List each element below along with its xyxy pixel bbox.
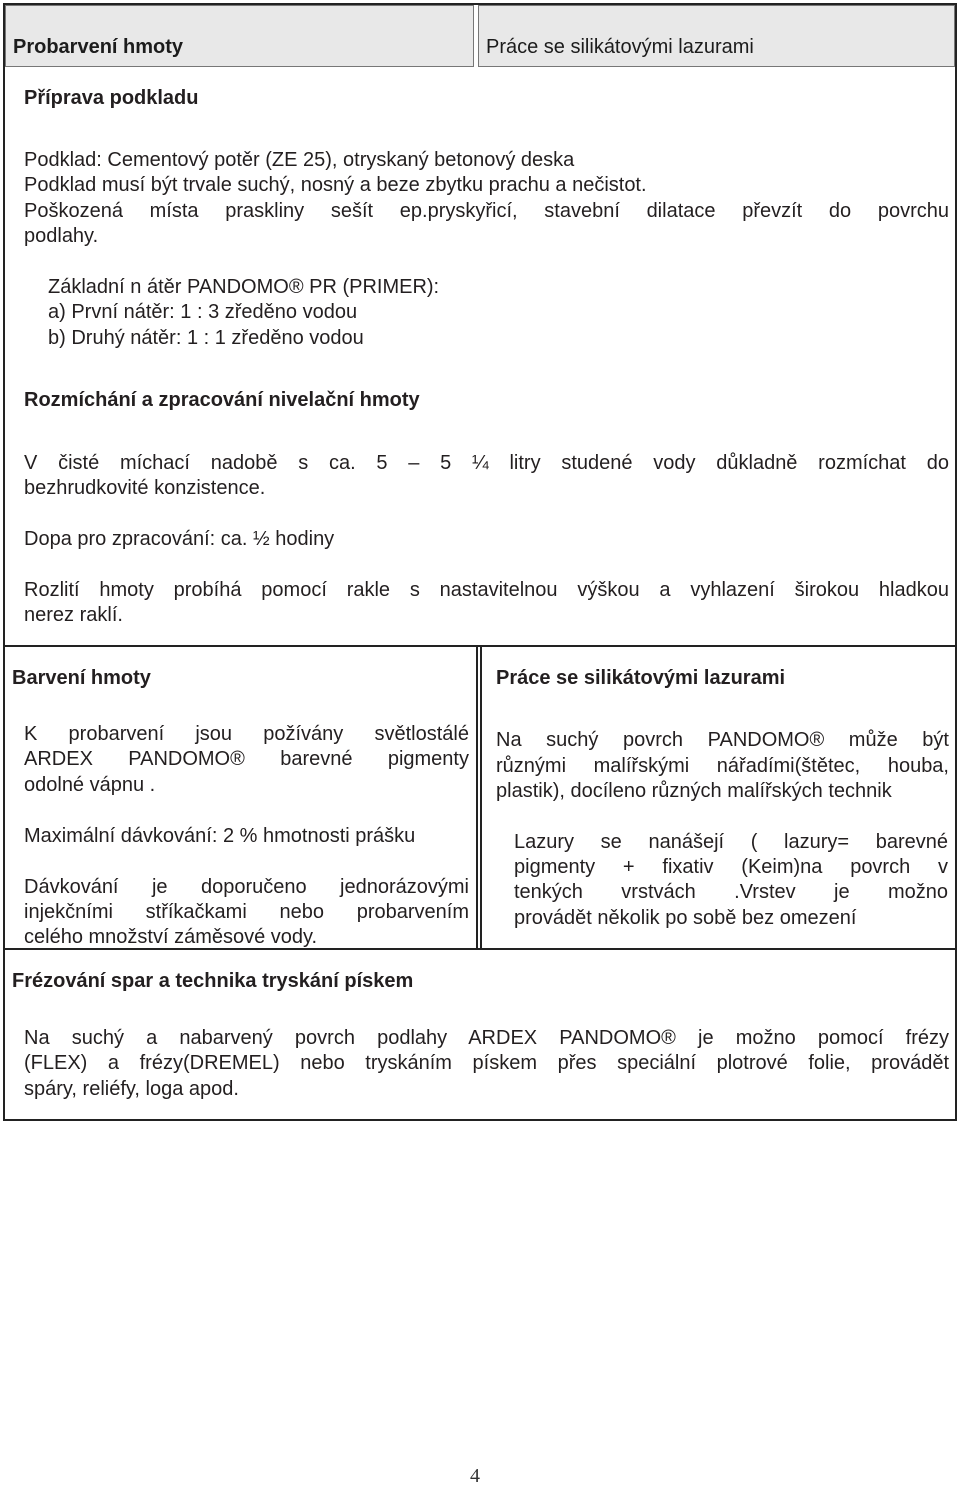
mix-line: bezhrudkovité konzistence.: [24, 477, 266, 499]
right-col-line: plastik), docíleno různých malířských technik: [496, 780, 892, 802]
prep-line: podlahy.: [24, 225, 99, 247]
prep-line: Podklad: Cementový potěr (ZE 25), otryskaný betonový deska: [24, 149, 575, 171]
prep-line: Podklad musí být trvale suchý, nosný a beze zbytku prachu a nečistot.: [24, 174, 647, 196]
left-col-line: odolné vápnu .: [24, 774, 156, 796]
left-col-line: injekčními stříkačkami nebo probarvením: [24, 901, 469, 923]
milling-line: Na suchý a nabarvený povrch podlahy ARDEX PANDOMO® je možno pomocí frézy: [24, 1027, 949, 1049]
header-left-cell: [5, 5, 474, 67]
left-col-line: Dávkování je doporučeno jednorázovými: [24, 876, 469, 898]
right-col-line: provádět několik po sobě bez omezení: [514, 907, 857, 929]
section-title-preparation: Příprava podkladu: [24, 87, 199, 109]
header-right-cell: [478, 5, 955, 67]
mix-line: V čisté míchací nadobě s ca. 5 – 5 ¼ litry studené vody důkladně rozmíchat do: [24, 452, 949, 474]
right-col-line: pigmenty + fixativ (Keim)na povrch v: [514, 856, 948, 878]
left-col-line: K probarvení jsou požívány světlostálé: [24, 723, 469, 745]
right-col-line: tenkých vrstvách .Vrstev je možno: [514, 881, 948, 903]
primer-title: Základní n átěr PANDOMO® PR (PRIMER):: [48, 276, 440, 298]
divider: [5, 948, 955, 950]
column-divider: [476, 645, 478, 949]
right-col-line: různými malířskými nářadími(štětec, houba,: [496, 755, 949, 777]
primer-item: a) První nátěr: 1 : 3 zředěno vodou: [48, 301, 358, 323]
dosage-text: Maximální dávkování: 2 % hmotnosti prášku: [24, 825, 416, 847]
left-column-title: Barvení hmoty: [12, 667, 151, 689]
pour-line: Rozlití hmoty probíhá pomocí rakle s nastavitelnou výškou a vyhlazení širokou hladkou: [24, 579, 949, 601]
header-right-title: Práce se silikátovými lazurami: [486, 36, 754, 58]
section-title-milling: Frézování spar a technika tryskání pískem: [12, 970, 414, 992]
header-left-title: Probarvení hmoty: [13, 36, 184, 58]
left-col-line: ARDEX PANDOMO® barevné pigmenty: [24, 748, 469, 770]
pour-line: nerez raklí.: [24, 604, 123, 626]
pot-life: Dopa pro zpracování: ca. ½ hodiny: [24, 528, 335, 550]
left-col-line: celého množství záměsové vody.: [24, 926, 318, 948]
prep-line: Poškozená místa praskliny sešít ep.pryskyřicí, stavební dilatace převzít do povrchu: [24, 200, 949, 222]
milling-line: spáry, reliéfy, loga apod.: [24, 1078, 239, 1100]
milling-line: (FLEX) a frézy(DREMEL) nebo tryskáním pískem přes speciální plotrové folie, provádět: [24, 1052, 949, 1074]
header-row: [5, 5, 955, 67]
right-col-line: Na suchý povrch PANDOMO® může být: [496, 729, 949, 751]
right-col-line: Lazury se nanášejí ( lazury= barevné: [514, 831, 948, 853]
primer-item: b) Druhý nátěr: 1 : 1 zředěno vodou: [48, 327, 364, 349]
section-title-mixing: Rozmíchání a zpracování nivelační hmoty: [24, 389, 420, 411]
column-divider: [480, 645, 482, 949]
page-number: 4: [470, 1465, 480, 1487]
right-column-title: Práce se silikátovými lazurami: [496, 667, 786, 689]
